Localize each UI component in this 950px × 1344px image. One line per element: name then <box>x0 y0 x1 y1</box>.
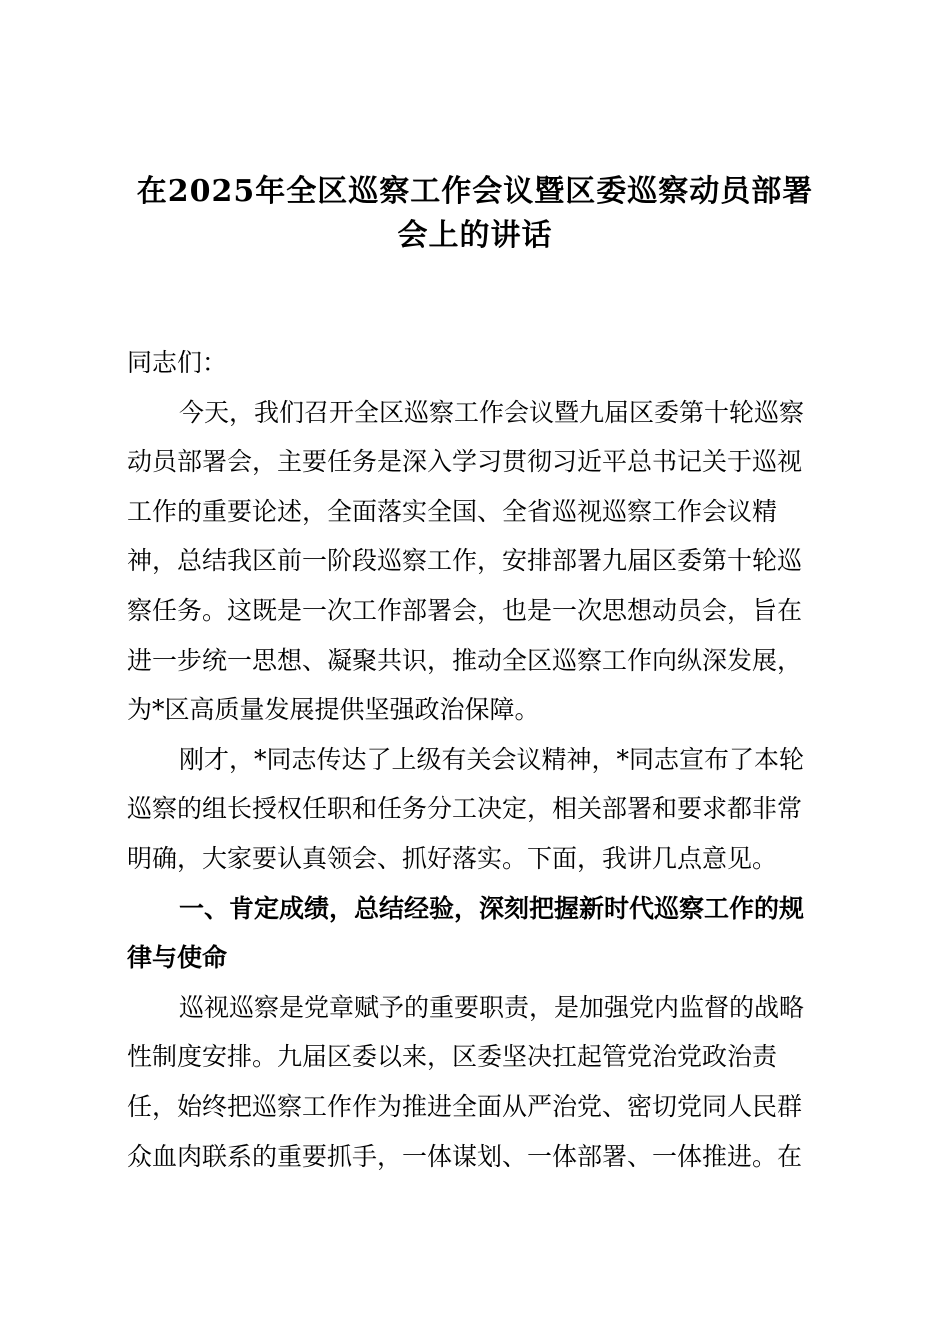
title-line: 会上的讲话 <box>397 218 553 253</box>
text-line: 动员部署会，主要任务是深入学习贯彻习近平总书记关于巡视 <box>127 447 803 477</box>
salutation-text: 同志们： <box>127 348 228 377</box>
text-line: 察任务。这既是一次工作部署会，也是一次思想动员会，旨在 <box>127 595 803 625</box>
paragraph-section-1 <box>127 983 827 1181</box>
text-line: 为*区高质量发展提供坚强政治保障。 <box>127 695 540 725</box>
heading-line: 一、肯定成绩，总结经验，深刻把握新时代巡察工作的规 <box>179 893 805 923</box>
paragraph-opening <box>127 388 827 735</box>
text-line: 工作的重要论述，全面落实全国、全省巡视巡察工作会议精 <box>127 496 778 526</box>
text-line: 神，总结我区前一阶段巡察工作，安排部署九届区委第十轮巡 <box>127 546 803 576</box>
title-line: 在2025年全区巡察工作会议暨区委巡察动员部署 <box>136 174 814 209</box>
paragraph-intro <box>127 735 827 884</box>
section-heading-1 <box>127 884 827 983</box>
text-line: 巡察的组长授权任职和任务分工决定，相关部署和要求都非常 <box>127 794 803 824</box>
text-line: 任，始终把巡察工作作为推进全面从严治党、密切党同人民群 <box>127 1091 803 1121</box>
heading-line: 律与使命 <box>127 943 228 973</box>
text-line: 众血肉联系的重要抓手，一体谋划、一体部署、一体推进。在 <box>127 1141 803 1171</box>
document-title <box>110 170 840 258</box>
text-line: 今天，我们召开全区巡察工作会议暨九届区委第十轮巡察 <box>179 397 805 427</box>
text-line: 明确，大家要认真领会、抓好落实。下面，我讲几点意见。 <box>127 843 778 873</box>
document-body <box>127 338 827 1181</box>
text-line: 巡视巡察是党章赋予的重要职责，是加强党内监督的战略 <box>179 992 805 1022</box>
text-line: 性制度安排。九届区委以来，区委坚决扛起管党治党政治责 <box>127 1042 778 1072</box>
salutation <box>127 338 827 388</box>
text-line: 刚才，*同志传达了上级有关会议精神，*同志宣布了本轮 <box>179 744 805 774</box>
text-line: 进一步统一思想、凝聚共识，推动全区巡察工作向纵深发展， <box>127 645 803 675</box>
